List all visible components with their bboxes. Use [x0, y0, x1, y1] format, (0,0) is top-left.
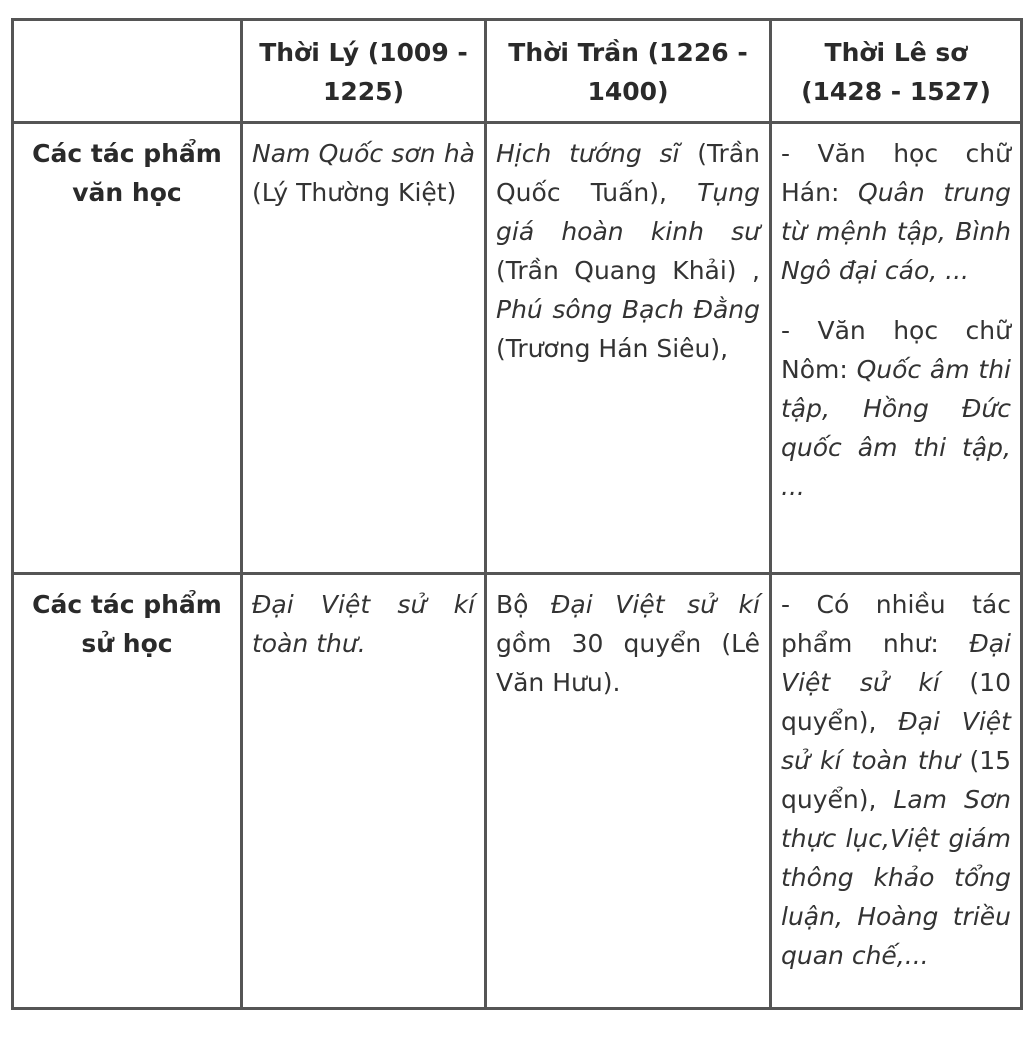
- work-titles: Quân trung từ mệnh tập, Bình Ngô đại cáo, ...: [781, 178, 1011, 285]
- row-label-history: Các tác phẩm sử học: [13, 574, 242, 1009]
- header-tran: Thời Trần (1226 - 1400): [486, 20, 771, 123]
- table-row-history: [13, 574, 1022, 1009]
- header-empty-cell: [13, 20, 242, 123]
- text-fragment: Bộ: [496, 590, 552, 619]
- literature-han-paragraph: [781, 134, 1011, 290]
- work-title: Đại Việt sử kí toàn thư.: [252, 590, 475, 658]
- text-fragment: gồm 30 quyển (Lê Văn Hưu).: [496, 629, 760, 697]
- cell-literature-tran: [486, 123, 771, 574]
- work-title: Đại Việt sử kí: [551, 590, 760, 619]
- work-title: Đại Việt sử kí: [781, 629, 1011, 697]
- work-title: Nam Quốc sơn hà: [252, 139, 475, 168]
- history-literature-table: [11, 18, 1023, 1010]
- category-label: - Văn học chữ Nôm:: [781, 316, 1011, 384]
- cell-literature-ly: [242, 123, 486, 574]
- cell-history-tran: [486, 574, 771, 1009]
- header-ly: Thời Lý (1009 - 1225): [242, 20, 486, 123]
- work-titles: Lam Sơn thực lục,Việt giám thông khảo tổng luận, Hoàng triều quan chế,...: [781, 785, 1011, 970]
- text-fragment: - Có nhiều tác phẩm như:: [781, 590, 1011, 658]
- literature-nom-paragraph: [781, 311, 1011, 506]
- text-fragment: (10 quyển),: [781, 668, 1011, 736]
- work-titles: Quốc âm thi tập, Hồng Đức quốc âm thi tập, ...: [781, 355, 1011, 501]
- row-label-literature: Các tác phẩm văn học: [13, 123, 242, 574]
- category-label: - Văn học chữ Hán:: [781, 139, 1011, 207]
- cell-history-le: [771, 574, 1022, 1009]
- header-le: Thời Lê sơ (1428 - 1527): [771, 20, 1022, 123]
- table-header-row: [13, 20, 1022, 123]
- work-title: Phú sông Bạch Đằng: [496, 295, 760, 324]
- cell-history-ly: [242, 574, 486, 1009]
- work-author: (Lý Thường Kiệt): [252, 178, 457, 207]
- table-row-literature: [13, 123, 1022, 574]
- work-title: Đại Việt sử kí toàn thư: [781, 707, 1011, 775]
- work-title: Tụng giá hoàn kinh sư: [496, 178, 760, 246]
- table-wrapper: [11, 18, 1023, 1010]
- work-author: (Trần Quốc Tuấn),: [496, 139, 760, 207]
- text-fragment: (15 quyển),: [781, 746, 1012, 814]
- work-title: Hịch tướng sĩ: [496, 139, 680, 168]
- work-author: (Trần Quang Khải) ,: [496, 256, 760, 285]
- cell-literature-le: [771, 123, 1022, 574]
- work-author: (Trương Hán Siêu),: [496, 334, 729, 363]
